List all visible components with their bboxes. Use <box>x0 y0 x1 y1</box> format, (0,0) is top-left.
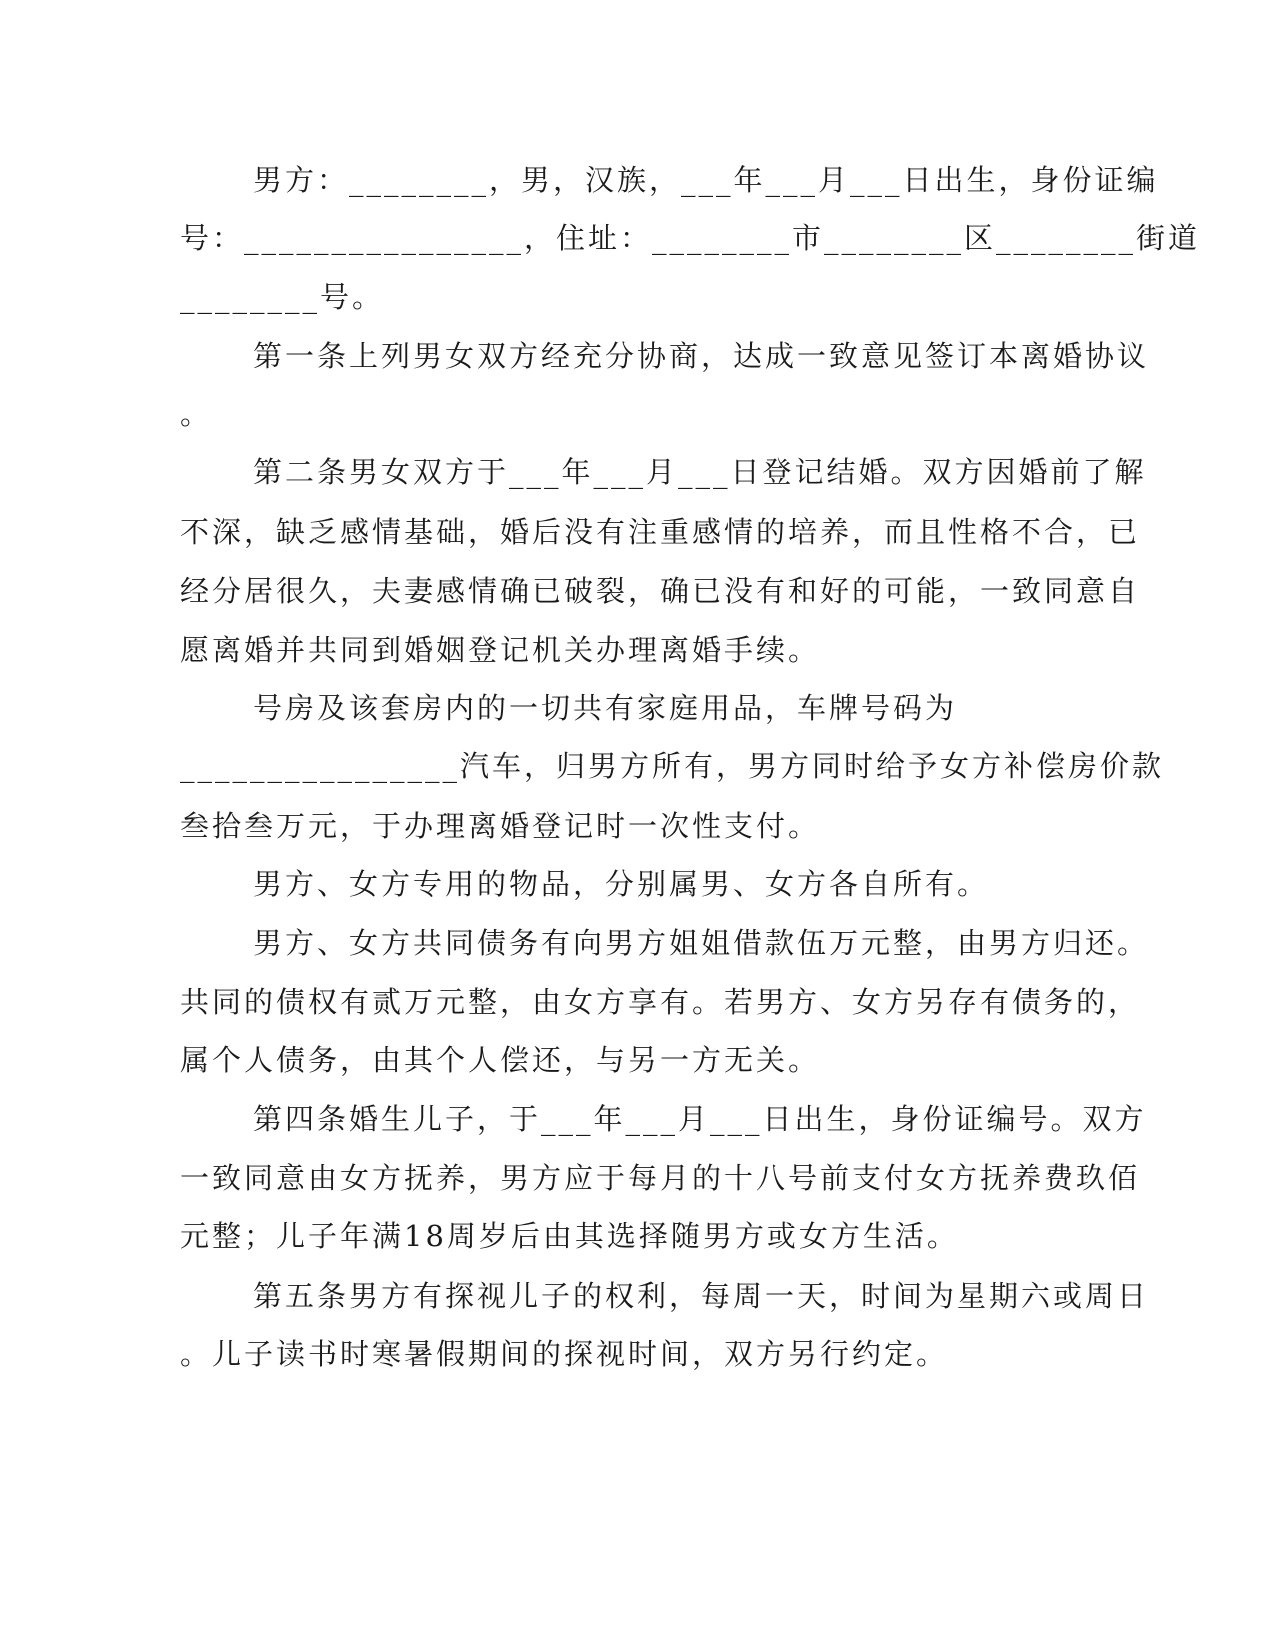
text-line: ________号。 <box>180 280 385 314</box>
text-line: 一致同意由女方抚养，男方应于每月的十八号前支付女方抚养费玖佰 <box>180 1161 1141 1195</box>
text-line: 经分居很久，夫妻感情确已破裂，确已没有和好的可能，一致同意自 <box>180 574 1141 608</box>
text-line: 第二条男女双方于___年___月___日登记结婚。双方因婚前了解 <box>253 455 1147 489</box>
text-line: 不深，缺乏感情基础，婚后没有注重感情的培养，而且性格不合，已 <box>180 515 1141 549</box>
text-line: 男方、女方共同债务有向男方姐姐借款伍万元整，由男方归还。 <box>253 926 1150 960</box>
text-line: 男方：________，男，汉族，___年___月___日出生，身份证编 <box>253 163 1159 197</box>
text-line: ________________汽车，归男方所有，男方同时给予女方补偿房价款 <box>180 749 1165 783</box>
text-line: 。儿子读书时寒暑假期间的探视时间，双方另行约定。 <box>180 1337 949 1371</box>
text-line: 号房及该套房内的一切共有家庭用品，车牌号码为 <box>253 691 958 725</box>
text-line: 叁拾叁万元，于办理离婚登记时一次性支付。 <box>180 809 821 843</box>
text-line: 第五条男方有探视儿子的权利，每周一天，时间为星期六或周日 <box>253 1279 1150 1313</box>
text-line: 元整；儿子年满18周岁后由其选择随男方或女方生活。 <box>180 1219 959 1253</box>
text-line: 属个人债务，由其个人偿还，与另一方无关。 <box>180 1043 821 1077</box>
text-line: 共同的债权有贰万元整，由女方享有。若男方、女方另存有债务的， <box>180 985 1141 1019</box>
text-line: 第一条上列男女双方经充分协商，达成一致意见签订本离婚协议 <box>253 339 1150 373</box>
text-line: 第四条婚生儿子，于___年___月___日出生，身份证编号。双方 <box>253 1102 1147 1136</box>
text-line: 。 <box>180 397 213 431</box>
text-line: 愿离婚并共同到婚姻登记机关办理离婚手续。 <box>180 633 821 667</box>
text-line: 号：________________，住址：________市________区________街道 <box>180 221 1201 255</box>
text-line: 男方、女方专用的物品，分别属男、女方各自所有。 <box>253 867 990 901</box>
